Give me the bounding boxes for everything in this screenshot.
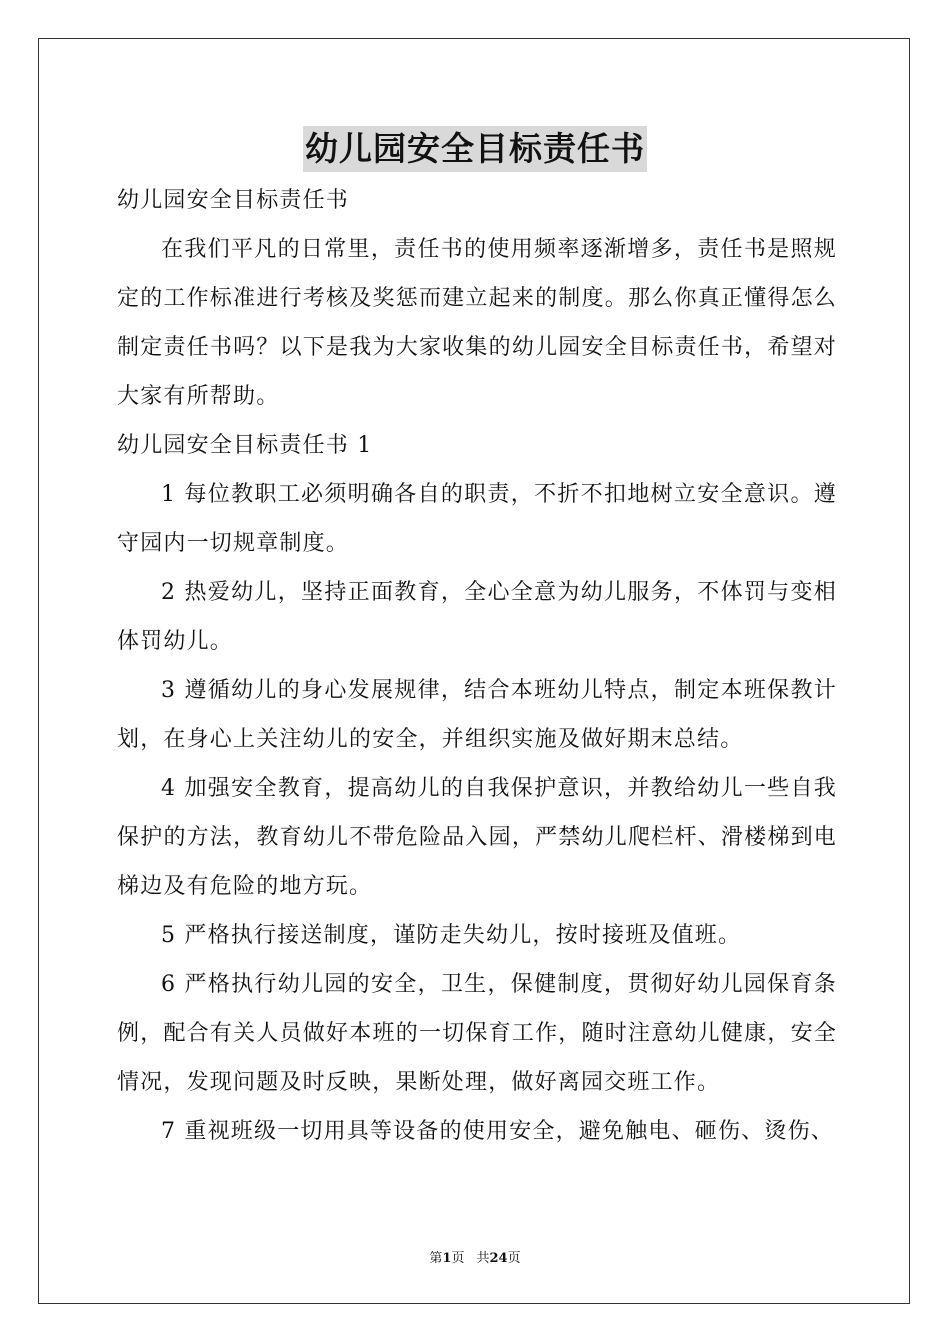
list-item: 1 每位教职工必须明确各自的职责，不折不扣地树立安全意识。遵守园内一切规章制度。 bbox=[117, 482, 837, 556]
page-suffix: 页 bbox=[451, 1251, 465, 1266]
document-body bbox=[117, 176, 837, 1156]
list-item: 6 严格执行幼儿园的安全，卫生，保健制度，贯彻好幼儿园保育条例，配合有关人员做好本班的一切保育工作，随时注意幼儿健康，安全情况，发现问题及时反映，果断处理，做好离园交班工作。 bbox=[117, 972, 837, 1095]
total-prefix: 共 bbox=[476, 1251, 490, 1266]
list-item: 2 热爱幼儿，坚持正面教育，全心全意为幼儿服务，不体罚与变相体罚幼儿。 bbox=[117, 580, 837, 654]
page-footer bbox=[0, 1247, 950, 1266]
list-item: 3 遵循幼儿的身心发展规律，结合本班幼儿特点，制定本班保教计划，在身心上关注幼儿的安全，并组织实施及做好期末总结。 bbox=[117, 678, 837, 752]
section-heading: 幼儿园安全目标责任书 1 bbox=[117, 433, 373, 458]
total-suffix: 页 bbox=[507, 1251, 521, 1266]
title-container bbox=[0, 126, 950, 172]
subtitle: 幼儿园安全目标责任书 bbox=[117, 188, 350, 213]
list-item: 4 加强安全教育，提高幼儿的自我保护意识，并教给幼儿一些自我保护的方法，教育幼儿不带危险品入园，严禁幼儿爬栏杆、滑楼梯到电梯边及有危险的地方玩。 bbox=[117, 776, 837, 899]
page-number: 1 bbox=[442, 1251, 452, 1266]
intro-paragraph: 在我们平凡的日常里，责任书的使用频率逐渐增多，责任书是照规定的工作标准进行考核及奖惩而建立起来的制度。那么你真正懂得怎么制定责任书吗？以下是我为大家收集的幼儿园安全目标责任书，希望对大家有所帮助。 bbox=[117, 237, 837, 409]
list-item: 7 重视班级一切用具等设备的使用安全，避免触电、砸伤、烫伤、 bbox=[161, 1119, 834, 1144]
document-title: 幼儿园安全目标责任书 bbox=[303, 126, 647, 172]
total-pages: 24 bbox=[489, 1251, 508, 1266]
page-prefix: 第 bbox=[429, 1251, 443, 1266]
list-item: 5 严格执行接送制度，谨防走失幼儿，按时接班及值班。 bbox=[161, 923, 742, 948]
